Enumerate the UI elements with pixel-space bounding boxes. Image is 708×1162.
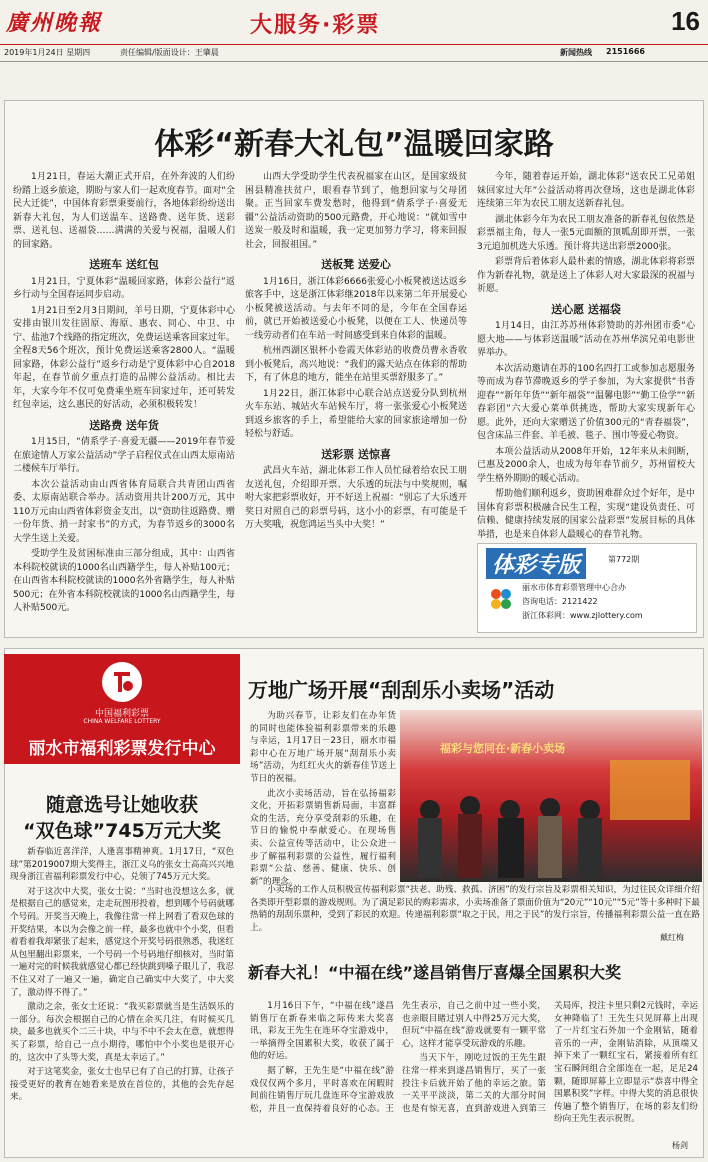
article-b-headline-line1: 随意选号让她收获: [45, 794, 198, 816]
paragraph: 激动之余，张女士还说：“我买彩票就当是生活娱乐的一部分。每次会根据自己的心情在余买几注，有时候买几块，最多也就买个二三十块，中与不中不会太在意，就想得买了彩票，给自己一点小期待，哪怕中个小奖也是很开心的，这次中了头等大奖，真是太幸运了。”: [10, 1002, 234, 1063]
paragraph: 受助学生及贫困标准由三部分组成，其中：山西省本科院校就读的1000名山西籍学生，每人补贴100元；在山西省本科院校就读的1000名外省籍学生，每人补贴500元；在外省本科院校就读的1000名山西籍学生，每人补贴500元。: [13, 549, 235, 613]
welfare-brand-cn: 中国福利彩票: [94, 709, 149, 719]
paragraph: 今年，随着春运开始，湖北体彩“送农民工兄弟姐妹回家过大年”公益活动将再次登场，这也是湖北体彩连续第三年为农民工朋友送新春礼包。: [477, 172, 695, 209]
photo-banner: 福彩与您同在·新春小卖场: [440, 742, 566, 755]
ad-website: 浙江体彩网：www.zjlottery.com: [522, 611, 643, 620]
ad-phone: 咨询电话：2121422: [522, 597, 598, 606]
hotline-number: 2151666: [606, 47, 645, 56]
paragraph: 本次活动邀请在苏的100名四打工或参加志愿服务等而成为春节滞晚返乡的学子参加，为大家提供“书香迎春”“新年年货”“新年福袋”“温馨电影”“勤工俭学”“新春彩团”六大爱心菜单供挑选，帮助大家实现新年心愿。此外，还向大家赠送了价值300元的“青春福袋”，包含床品三件套、羊毛被、毯子、围巾等爱心物资。: [477, 363, 695, 441]
subhead: 送心愿 送福袋: [551, 302, 621, 316]
paragraph: 本次公益活动由山西省体育局联合共青团山西省委、太原南站联合举办。活动资用共计200万元，其中110万元由山西省体彩资金支出，以“资助往返路费、赠一份年货、捎一封家书”的方式，为春节返乡的3000名大学生送上关爱。: [13, 479, 235, 544]
paragraph: 1月22日，浙江体彩中心联合站点送爱分队到杭州火车东站、城站火车站候车厅，将一张张爱心小板凳送到返乡旅客的手上，希望能给大家的回家旅途增加一份轻松与舒适。: [245, 388, 467, 439]
article-d-headline: 新春大礼！“中福在线”遂昌销售厅喜爆全国累积大奖: [248, 963, 622, 982]
subhead: 送路费 送年货: [89, 418, 159, 432]
paragraph: 帮助他们顺利返乡，资助困难群众过个好年，是中国体育彩票积极融合民生工程，实现“建设负责任、可信赖、健康持续发展的国家公益彩票”发展目标的具体举措，也是来自体彩人最暖心的春节礼物。: [477, 489, 695, 540]
paragraph: 为助兴春节，让彩友们在办年货的同时也能体验福利彩票带来的乐趣与幸运，1月17日－23日，丽水市福彩中心在万地广场开展“刮刮乐小卖场”活动，为红红火火的新春佳节送上节日的祝福。: [250, 711, 396, 784]
subhead: 送彩票 送惊喜: [321, 447, 391, 461]
page-number: 16: [671, 6, 700, 36]
welfare-brand-en: CHINA WELFARE LOTTERY: [83, 718, 161, 725]
paragraph: 此次小卖场活动，旨在弘扬福彩文化，开拓彩票销售新局面，丰富群众的生活，充分享受刮彩的乐趣，在节日的愉悦中奉献爱心。在现场售卖、公益宣传等活动中，让公众进一步了解福利彩票的公益性，履行福利彩票“公益、慈善、健康、快乐、创新”的理念。: [250, 788, 396, 887]
newspaper-logo: 廣州晚報: [6, 10, 103, 36]
welfare-lottery-logo-icon: [102, 662, 142, 702]
paragraph: 山西大学受助学生代表祝福家在山区，是国家级贫困县精准扶贫户，眼看春节到了，他想回家与父母团聚。正当回家车费发愁时，他得到“倩系学子·喜爱无疆”公益活动资助的500元路费，开心地说：“就如雪中送炭一般及时和温暖，我一定更加努力学习，将来回报社会，回报祖国。”: [245, 172, 467, 250]
ad-title: 体彩专版: [486, 548, 586, 579]
article-d-body: [250, 1000, 698, 1150]
paragraph: 湖北体彩今年为农民工朋友准备的新春礼包依然是彩票福主角，每人一张5元面额的顶呱刮即开票，一张3元追加机选大乐透。预计将共送出彩票2000张。: [477, 214, 695, 252]
hotline-label: 新闻热线: [560, 48, 592, 57]
paragraph: 对于这笔奖金，张女士也早已有了自己的打算，让孩子接受更好的教育在她看来是放在首位的，其他的会先存起来。: [10, 1067, 234, 1103]
article-c-headline: 万地广场开展“刮刮乐小卖场”活动: [248, 678, 555, 702]
top-article: [4, 100, 704, 638]
paragraph: 1月21日，宁夏体彩“温暖回家路，体彩公益行”返乡行动与全国春运同步启动。: [13, 276, 235, 300]
paragraph: 新春临近喜洋洋，人逢喜事精神爽。1月17日，“双色球”第2019007期大奖得主，浙江义乌的张女士高高兴兴地现身浙江省福利彩票发行中心，兑领了745万元大奖。: [10, 847, 234, 883]
event-photo: [400, 710, 702, 882]
subhead: 送班车 送红包: [89, 258, 159, 271]
welfare-center-name: 丽水市福利彩票发行中心: [28, 739, 216, 759]
paragraph: 当天下午，刚吃过饭的王先生跟往常一样来到遂昌销售厅，买了一张投注卡后就开始了他的幸运之旅。第一关平平淡淡，第二关的大部分时间也是有惊无喜，直到游戏进入到第三关局库，投注卡里只剩2元钱时，幸运女神降临了！王先生只见屏幕上出现了一片红宝石外加一个金刚钻，随着音乐的一声，金刚钻消除，从顶端又掉下来了一颗红宝石，紧接着所有红宝石瞬间组合全部连在一起，足足24颗，随即屏幕上立即显示“恭喜中得全国累积奖”字样。中得大奖的消息很快传遍了整个销售厅，在场的彩友们纷纷向王先生表示祝贺。: [402, 1001, 698, 1125]
paragraph: 1月16日，浙江体彩6666张爱心小板凳被送达返乡旅客手中，这是浙江体彩继2018年以来第二年开展爱心小板凳被送活动。与去年不同的是，今年在全国春运前，就已开始被送爱心小板凳，以便在工人、快递员等一线劳动者们在车站一时间感受到来自体彩的温暖。: [245, 276, 467, 341]
top-col-2: [245, 171, 467, 631]
section-title: 大服务·彩票: [250, 13, 381, 38]
paragraph: 1月16日下午，“中福在线”遂昌销售厅在新春来临之际传来大奖喜讯，彩友王先生在连环夺宝游戏中，一举摘得全国累积大奖，收获了属于他的好运。: [250, 1001, 394, 1062]
paragraph: 彩票背后着体彩人最朴素的情感，湖北体彩将彩票作为新春礼物，就是送上了体彩人对大家最深的祝福与祈愿。: [477, 257, 695, 294]
paragraph: 1月14日，由江苏苏州体彩赞助的苏州团市委“心愿大地——与体彩送温暖”活动在苏州华滨兄弟电影世界举办。: [477, 321, 695, 358]
top-headline: 体彩“新春大礼包”温暖回家路: [154, 127, 554, 162]
subhead: 送板凳 送爱心: [321, 258, 391, 271]
paragraph: 1月21日至2月3日期间，羊号日期，宁夏体彩中心安排由银川发往固原、海原、惠农、同心、中卫、中宁、盐池7个线路的指定班次，免费运送乘客回家过年。全程8天56个班次，预计免费运送乘客2800人。“温暖回家路，体彩公益行”返乡行动是宁夏体彩中心自2018年起，在春节前夕重点打造的品牌公益活动。相比去年，大家今年不仅可免费乘坐班车回家过年，还可转发红包幸运，这么惠民的好活动，必须积极转发！: [13, 305, 235, 410]
sports-lottery-logo-icon: [486, 584, 516, 614]
paragraph: 杭州西湖区银杯小卷霞天体彩站的收费员曹永香收到小板凳后，高兴地说：“我们的露天站点在体彩的帮助下，有了休息的地方，能坐在站里买票舒服多了。”: [245, 346, 467, 383]
top-col-3: [477, 171, 695, 539]
sports-lottery-ad: [477, 543, 697, 633]
article-b-headline-line2: “双色球”745万元大奖: [23, 820, 221, 842]
ad-issue: 第772期: [608, 555, 640, 564]
top-col-1: [13, 171, 235, 631]
paragraph: 1月15日，“倩系学子·喜爱无疆——2019年春节爱在旅途情人万家公益活动”学子启程仪式在山西太原南站二楼候车厅举行。: [13, 437, 235, 474]
paragraph: 武昌火车站，湖北体彩工作人员忙碌着给农民工朋友送礼包，介绍即开票、大乐透的玩法与中奖规则，嘱咐大家把彩票收好，开不好送上祝福：“别忘了大乐透开奖日对照自己的彩票号码，这小小的彩票，有可能是千万大奖哦，祝您鸿运当头中大奖！”: [245, 466, 467, 530]
article-c-byline: 戴红梅: [660, 933, 684, 942]
ad-organizer: 丽水市体育彩票管理中心合办: [522, 583, 626, 592]
article-d-byline: 杨剑: [672, 1141, 688, 1150]
welfare-lottery-logo-block: [4, 654, 240, 764]
paragraph: 本项公益活动从2008年开始，12年来从未间断，已惠及2000余人，也成为每年春节前夕，苏州留校大学生格外期盼的暖心活动。: [477, 446, 695, 484]
article-c-col-1: [250, 710, 396, 887]
paragraph: 1月21日，春运大潮正式开启，在外奔波的人们纷纷踏上返乡旅途，期盼与家人们一起欢度春节。面对“全民大迁徙”，中国体育彩票秉要前行，各地体彩纷纷送出新春大礼包，为人们送温车、送路费、送年货、送彩票、送礼包、送福袋……满满的关爱与祝福，温暖人们的回家路。: [13, 172, 235, 250]
paragraph: 小卖场的工作人员积极宣传福利彩票“扶老、助残、救孤、济困”的发行宗旨及彩票相关知识，为过往民众详细介绍各类即开型彩票的游戏规则。为了满足彩民的购彩需求，小卖场准备了票面价值为“20元”“10元”“5元”等十多种时下最热销的刮刮乐票种，受到了彩民的欢迎。传递福利彩票“取之于民，用之于民”的发行宗旨，传播福利彩票公益一直在路上。: [250, 885, 700, 933]
paragraph: 对于这次中大奖，张女士说：“当时也没想这么多，就是根据自己的感觉来，走走玩图形投着，想到哪个号码就哪个号码。开奖当天晚上，我像往常一样上网看了看双色球的开奖结果，本以为会像之前一样，最多也就中个小奖，但看着看着我却紧张了起来，感觉这个开奖号码很熟悉，我迷红从包里翻出彩票来，一个号码一个号码地仔细核对，当时第一遍对完的时候我就感觉心都已经快跳到嗓子眼儿了，我忍不住又对了一遍又一遍，确定自己确实中大奖了，中大奖了，激动得不得了。”: [10, 886, 234, 998]
article-b-body: [10, 846, 234, 1150]
editor-credit: 责任编辑/版面设计：王肇晨: [120, 48, 219, 57]
paragraph: 据了解，王先生是“中福在线”游戏仅仅两个多月，平时喜欢在闲暇时间前往销售厅玩几盘连环夺宝游戏放松，并且一直保持着良好的心态。王先生表示，自己之前中过一些小奖，也亲眼目睹过别人中得25万元大奖，但玩“中福在线”游戏就要有一颗平常心，这样才能享受玩游戏的乐趣。: [250, 1001, 546, 1114]
photo-crowd: [400, 710, 702, 882]
masthead-info-line: [0, 44, 708, 62]
article-c-lower: [250, 884, 700, 944]
issue-date: 2019年1月24日 星期四: [4, 48, 91, 57]
masthead: [0, 0, 708, 56]
